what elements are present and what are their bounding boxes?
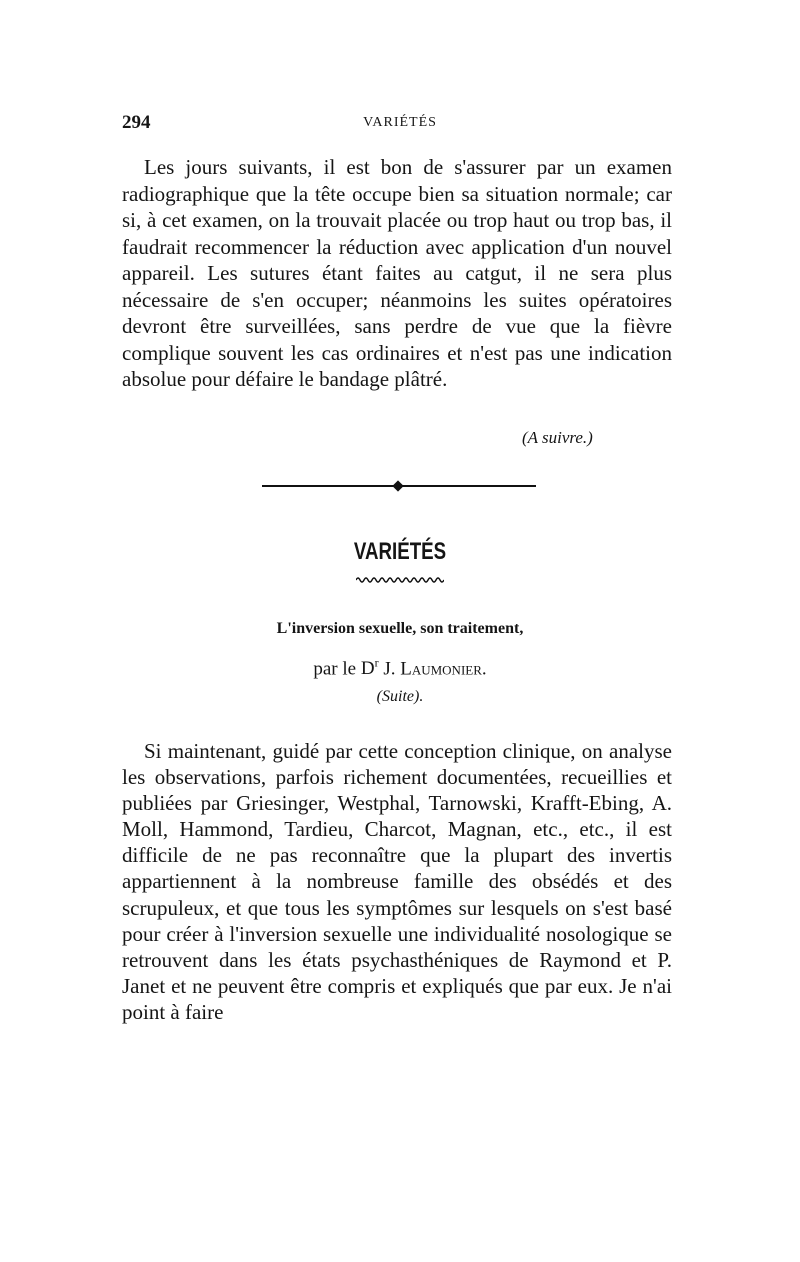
paragraph-continued: Les jours suivants, il est bon de s'assurer par un examen radiographique que la tête occupe bien sa situation normale; car si, à cet examen, on la trouvait placée ou trop haut ou trop bas, il faudrait recommencer la réduction avec application d'un nouvel appareil. Les sutures étant faites au catgut, il ne sera plus nécessaire de s'en occuper; néanmoins les suites opératoires devront être surveillées, sans perdre de vue que la fièvre complique souvent les cas ordinaires et n'est pas une indication absolue pour défaire le bandage plâtré. (122, 155, 672, 391)
article-title: L'inversion sexuelle, son traitement, (276, 620, 524, 637)
byline-prefix: par le (313, 658, 357, 680)
divider-diamond-ornament (392, 480, 403, 491)
article-paragraph: Si maintenant, guidé par cette conception clinique, on analyse les observations, parfois richement documentées, recueillies et publiées par Griesinger, Westphal, Tarnowski, Krafft-Ebing, A. Moll, Hammond, Tardieu, Charcot, Magnan, etc., etc., il est difficile de ne pas reconnaître que la plupart des invertis appartiennent à la nombreuse famille des obsédés et des scrupuleux, et que tous les symptômes sur lesquels on s'est basé pour créer à l'inversion sexuelle une individualité nosologique se retrouvent dans les états psychasthéniques de Raymond et P. Janet et ne peuvent être compris et expliqués que par eux. Je n'ai point à faire (122, 739, 672, 1024)
continuation-note: (Suite). (376, 688, 424, 705)
running-head (122, 112, 678, 138)
wavy-ornament (356, 576, 444, 584)
byline-author: J. Laumonier. (383, 658, 487, 680)
to-be-continued: (A suivre.) (522, 428, 593, 447)
section-title: VARIÉTÉS (353, 538, 447, 565)
page-number: 294 (122, 112, 151, 133)
byline-title: $D^r$ (360, 656, 379, 680)
running-title: VARIÉTÉS (363, 115, 437, 130)
byline (0, 656, 800, 680)
